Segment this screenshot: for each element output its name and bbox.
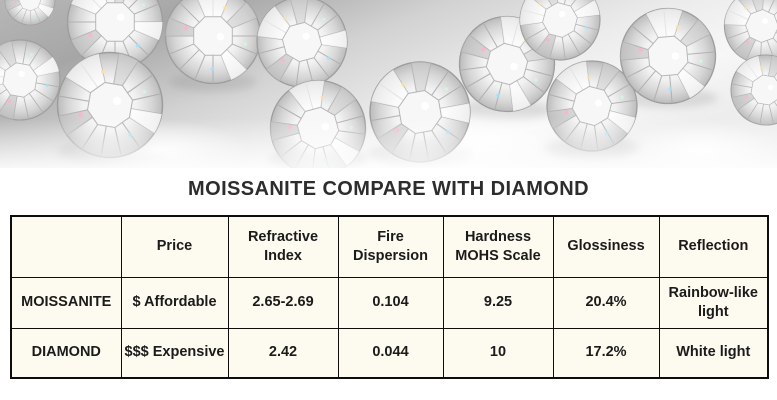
table-row-moissanite (11, 277, 768, 328)
diamond-fire-dispersion: 0.044 (338, 328, 443, 378)
diamond-reflection: White light (659, 328, 768, 378)
moissanite-hardness: 9.25 (443, 277, 553, 328)
hero-photo (0, 0, 777, 168)
row-label-diamond: DIAMOND (11, 328, 121, 378)
header-hardness-mohs: Hardness MOHS Scale (443, 216, 553, 277)
header-fire-dispersion: Fire Dispersion (338, 216, 443, 277)
row-label-moissanite: MOISSANITE (11, 277, 121, 328)
diamond-refractive-index: 2.42 (228, 328, 338, 378)
page-title: MOISSANITE COMPARE WITH DIAMOND (188, 178, 589, 200)
moissanite-glossiness: 20.4% (553, 277, 659, 328)
moissanite-refractive-index: 2.65-2.69 (228, 277, 338, 328)
table-row-diamond (11, 328, 768, 378)
diamond-glossiness: 17.2% (553, 328, 659, 378)
header-row (11, 216, 768, 277)
moissanite-price: $ Affordable (121, 277, 228, 328)
header-price: Price (121, 216, 228, 277)
moissanite-fire-dispersion: 0.104 (338, 277, 443, 328)
moissanite-reflection: Rainbow-like light (659, 277, 768, 328)
header-refractive-index: Refractive Index (228, 216, 338, 277)
diamond-hardness: 10 (443, 328, 553, 378)
header-glossiness: Glossiness (553, 216, 659, 277)
header-reflection: Reflection (659, 216, 768, 277)
diamond-price: $$$ Expensive (121, 328, 228, 378)
photo-bottom-fade (0, 118, 777, 168)
comparison-table (10, 215, 769, 379)
header-empty-cell (11, 216, 121, 277)
